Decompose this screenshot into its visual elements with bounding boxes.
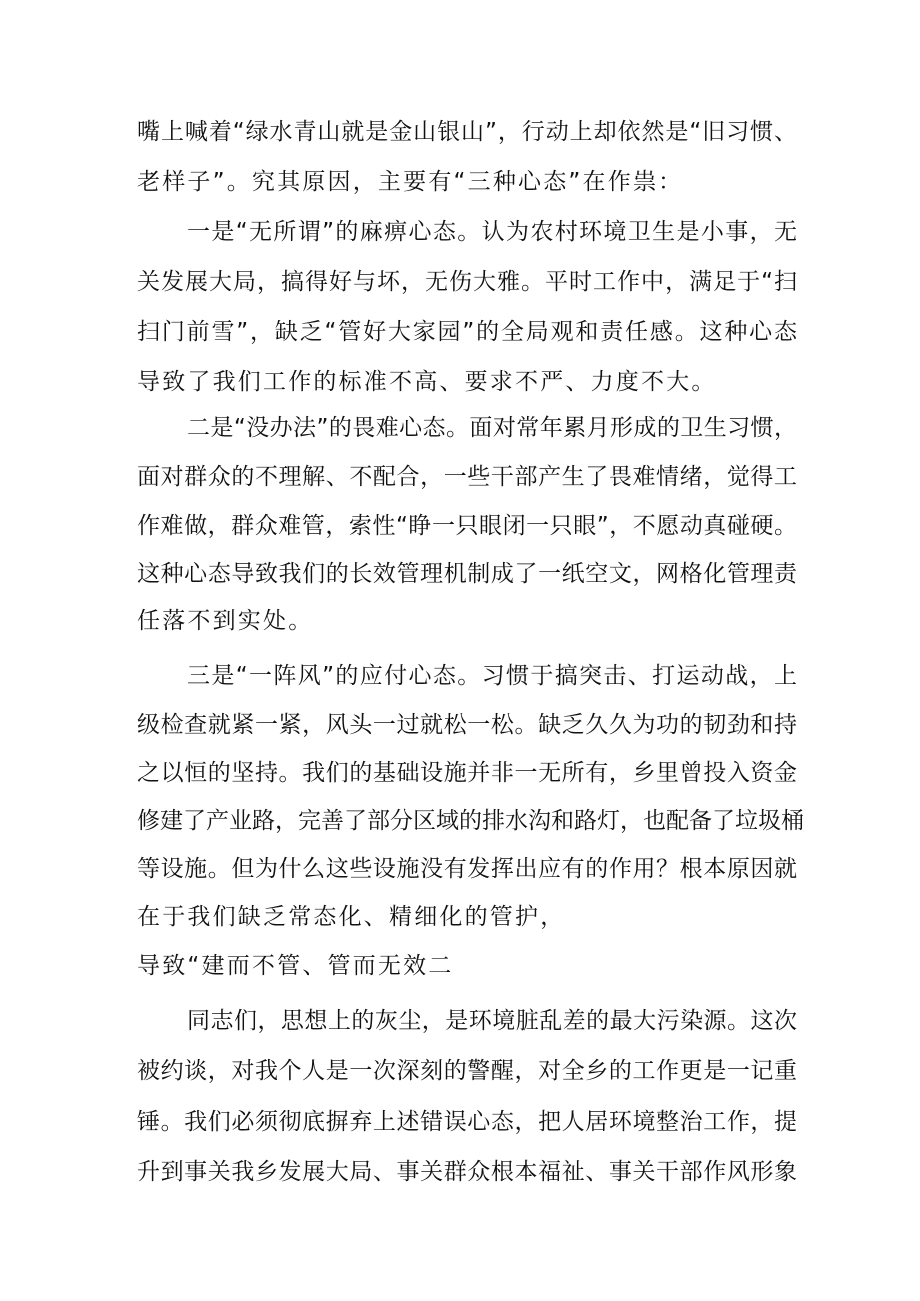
text-line-11: 任落不到实处。: [137, 608, 314, 634]
text-line-2: 老样子”。究其原因，主要有“三种心态”在作祟：: [137, 169, 684, 195]
text-line-13: 级检查就紧一紧，风头一过就松一松。缺乏久久为功的韧劲和持: [137, 712, 797, 738]
text-line-8: 面对群众的不理解、不配合，一些干部产生了畏难情绪，觉得工: [137, 464, 797, 490]
text-line-16: 等设施。但为什么这些设施没有发挥出应有的作用？根本原因就: [137, 856, 797, 882]
text-line-15: 修建了产业路，完善了部分区域的排水沟和路灯，也配备了垃圾桶: [137, 808, 804, 834]
text-line-20: 被约谈，对我个人是一次深刻的警醒，对全乡的工作更是一记重: [137, 1058, 797, 1084]
text-line-21: 锤。我们必须彻底摒弃上述错误心态，把人居环境整治工作，提: [137, 1109, 797, 1135]
text-line-17: 在于我们缺乏常态化、精细化的管护，: [137, 904, 566, 930]
text-line-7: 二是“没办法”的畏难心态。面对常年累月形成的卫生习惯，: [187, 415, 797, 441]
text-line-4: 关发展大局，搞得好与坏，无伤大雅。平时工作中，满足于“扫: [137, 269, 797, 295]
text-line-18: 导致“建而不管、管而无效二: [137, 953, 454, 979]
text-line-22: 升到事关我乡发展大局、事关群众根本福祉、事关干部作风形象: [137, 1159, 797, 1185]
text-line-5: 扫门前雪”，缺乏“管好大家园”的全局观和责任感。这种心态: [137, 319, 797, 345]
text-line-1: 嘴上喊着“绿水青山就是金山银山”，行动上却依然是“旧习惯、: [137, 119, 797, 145]
text-line-14: 之以恒的坚持。我们的基础设施并非一无所有，乡里曾投入资金: [137, 760, 797, 786]
text-line-10: 这种心态导致我们的长效管理机制成了一纸空文，网格化管理责: [137, 561, 797, 587]
text-line-19: 同志们，思想上的灰尘，是环境脏乱差的最大污染源。这次: [187, 1008, 797, 1034]
text-line-6: 导致了我们工作的标准不高、要求不严、力度不大。: [137, 369, 717, 395]
text-line-9: 作难做，群众难管，索性“睁一只眼闭一只眼”，不愿动真碰硬。: [137, 513, 797, 539]
text-line-3: 一是“无所谓”的麻痹心态。认为农村环境卫生是小事，无: [187, 219, 797, 245]
text-line-12: 三是“一阵风”的应付心态。习惯于搞突击、打运动战，上: [187, 663, 797, 689]
